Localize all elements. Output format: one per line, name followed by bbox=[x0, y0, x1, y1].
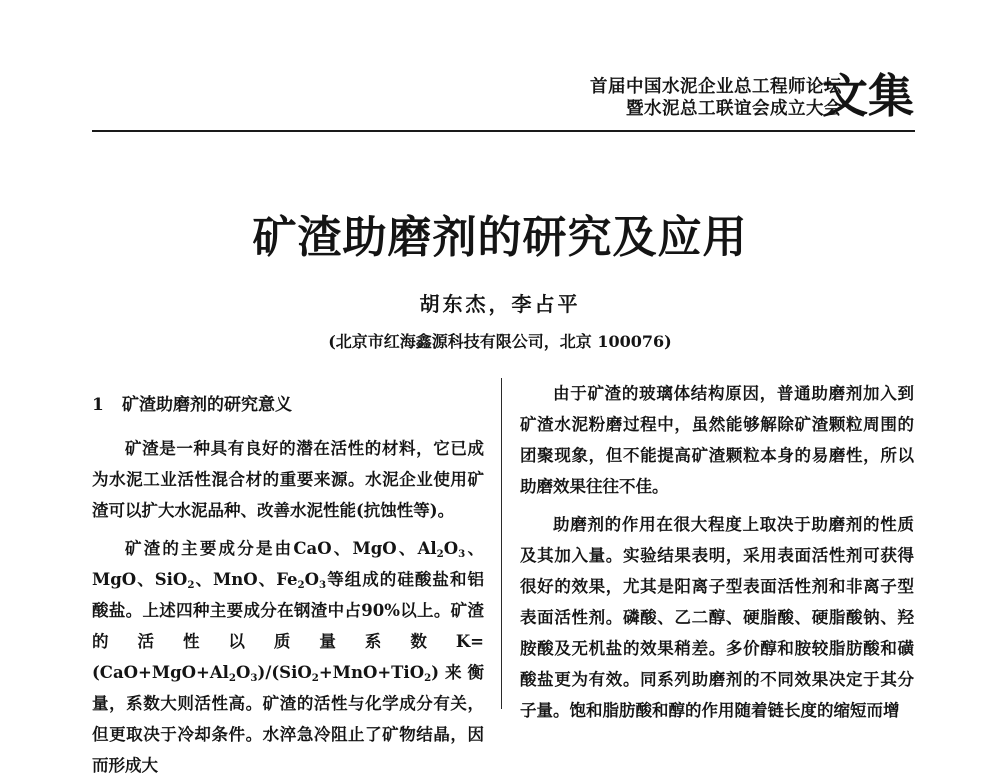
header-subtitle bbox=[590, 76, 842, 120]
paper-title: 矿渣助磨剂的研究及应用 bbox=[252, 212, 748, 263]
column-divider bbox=[501, 378, 502, 709]
header-line-1: 首届中国水泥企业总工程师论坛 bbox=[590, 77, 842, 97]
right-paragraph-1: 由于矿渣的玻璃体结构原因，普通助磨剂加入到矿渣水泥粉磨过程中，虽然能够解除矿渣颗粒周围的团聚现象，但不能提高矿渣颗粒本身的易磨性，所以助磨效果往往不佳。 bbox=[520, 384, 914, 496]
section-1-number: 1 bbox=[92, 395, 104, 415]
left-paragraph-1: 矿渣是一种具有良好的潜在活性的材料，它已成为水泥工业活性混合材的重要来源。水泥企业使用矿渣可以扩大水泥品种、改善水泥性能(抗蚀性等)。 bbox=[92, 439, 484, 520]
header-rule bbox=[92, 130, 915, 132]
right-column bbox=[520, 375, 914, 726]
paper-affiliation: (北京市红海鑫源科技有限公司，北京 100076) bbox=[328, 332, 672, 351]
header-collection-label: 文集 bbox=[822, 69, 914, 123]
section-1-title: 矿渣助磨剂的研究意义 bbox=[122, 395, 292, 415]
left-paragraph-2: 矿渣的主要成分是由CaO、MgO、$Al_2O_3$、MgO、SiO$_2$、MnO、$Fe_2O_3$等组成的硅酸盐和铝酸盐。上述四种主要成分在钢渣中占90%以上。矿渣的活性以质量系数$K=(CaO+MgO+Al_2O_3)/(SiO_2+MnO+TiO_2)$来衡量，系数大则活性高。矿渣的活性与化学成分有关，但更取决于冷却条件。水淬急冷阻止了矿物结晶，因而形成大 bbox=[92, 539, 484, 775]
header-line-2: 暨水泥总工联谊会成立大会 bbox=[626, 99, 842, 119]
section-1-heading bbox=[92, 390, 484, 421]
running-header bbox=[0, 68, 1000, 132]
paper-authors: 胡东杰，李占平 bbox=[419, 292, 581, 316]
left-column bbox=[92, 375, 484, 781]
right-paragraph-2: 助磨剂的作用在很大程度上取决于助磨剂的性质及其加入量。实验结果表明，采用表面活性剂可获得很好的效果，尤其是阳离子型表面活性剂和非离子型表面活性剂。磷酸、乙二醇、硬脂酸、硬脂酸钠、羟胺酸及无机盐的效果稍差。多价醇和胺较脂肪酸和磺酸盐更为有效。同系列助磨剂的不同效果决定于其分子量。饱和脂肪酸和醇的作用随着链长度的缩短而增 bbox=[520, 515, 914, 720]
